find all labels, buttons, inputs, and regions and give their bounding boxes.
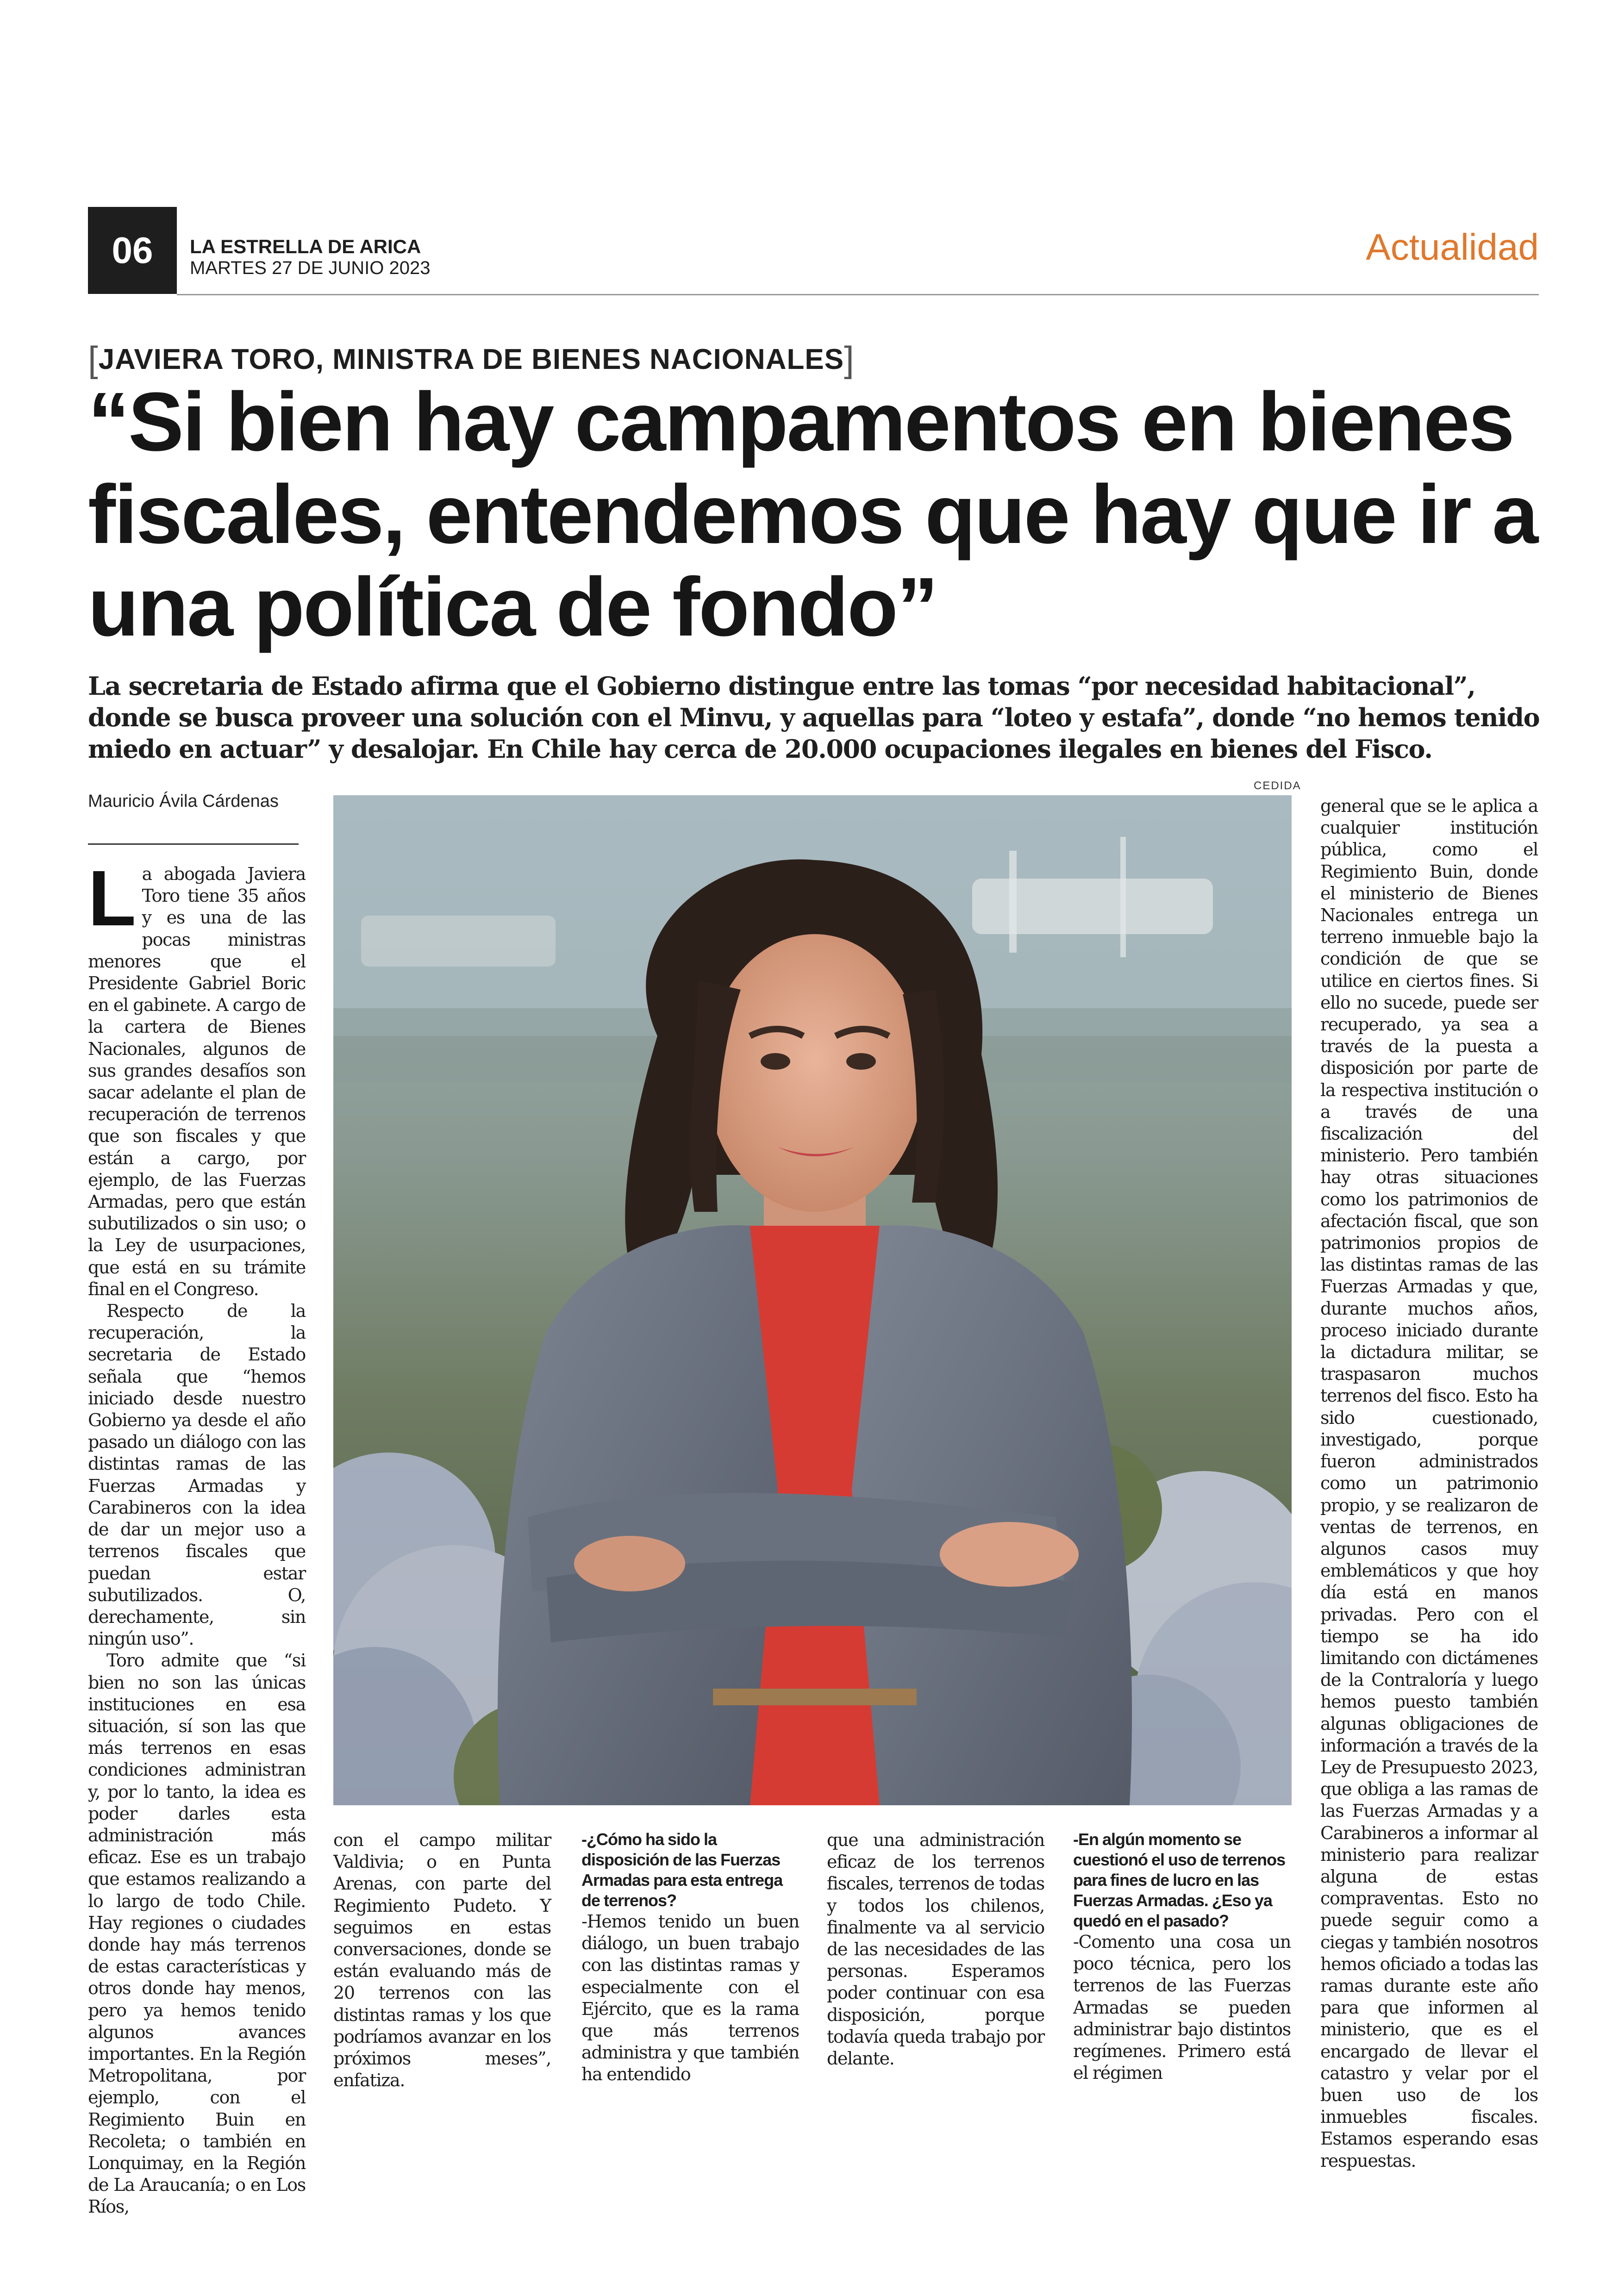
interview-question: -En algún momento se cuestionó el uso de terrenos para fines de lucro en las Fuerzas Armadas. ¿Eso ya quedó en el pasado? xyxy=(1073,1830,1286,1930)
byline: Mauricio Ávila Cárdenas xyxy=(88,792,279,811)
newspaper-name: LA ESTRELLA DE ARICA xyxy=(190,236,421,257)
article-column-1 xyxy=(88,854,306,2218)
photo-credit: CEDIDA xyxy=(1254,780,1301,792)
interview-answer: -Comento una cosa un poco técnica, pero los terrenos de las Fuerzas Armadas se pueden administrar bajo distintos regímenes. Primero está el régimen xyxy=(1073,1932,1291,2083)
header-rule xyxy=(177,294,1539,295)
article-lead: La secretaria de Estado afirma que el Gobierno distingue entre las tomas “por necesidad habitacional”, donde se busca proveer una solución con el Minvu, y aquellas para “loteo y estafa”, donde “no hemos tenido miedo en actuar” y desalojar. En Chile hay cerca de 20.000 ocupaciones ilegales en bienes del Fisco. xyxy=(88,671,1540,764)
minister-photo xyxy=(333,795,1292,1805)
article-column-5 xyxy=(1073,1829,1291,2084)
article-headline: “Si bien hay campamentos en bienes fiscales, entendemos que hay que ir a una política de fondo” xyxy=(88,375,1537,654)
interview-answer: -Hemos tenido un buen diálogo, un buen trabajo con las distintas ramas y especialmente con el Ejército, que es la rama que más terrenos administra y que también ha entendido xyxy=(581,1911,799,2085)
article-column-6 xyxy=(1320,795,1538,2172)
paragraph: con el campo militar Valdivia; o en Punta Arenas, con parte del Regimiento Pudeto. Y seguimos en estas conversaciones, donde se están evaluando más de 20 terrenos con las distintas ramas y los que podríamos avanzar en los próximos meses”, enfatiza. xyxy=(333,1830,551,2091)
article-column-2 xyxy=(333,1829,551,2091)
byline-rule xyxy=(88,843,299,845)
kicker-text: JAVIERA TORO, MINISTRA DE BIENES NACIONALES xyxy=(98,343,844,375)
paragraph: Toro admite que “si bien no son las únicas instituciones en esa situación, sí son las que más terrenos en esas condiciones administran y, por lo tanto, la idea es poder darles esta administración más eficaz. Ese es un trabajo que estamos realizando a lo largo de todo Chile. Hay regiones o ciudades donde hay más terrenos de estas características y otros donde hay menos, pero ya hemos tenido algunos avances importantes. En la Región Metropolitana, por ejemplo, con el Regimiento Buin en Recoleta; o también en Lonquimay, en la Región de La Araucanía; o en Los Ríos, xyxy=(88,1650,306,2217)
portrait-illustration xyxy=(333,795,1292,1805)
kicker-bracket-right-icon: ] xyxy=(844,339,855,380)
article-column-4 xyxy=(827,1829,1044,2070)
kicker-bracket-left-icon: [ xyxy=(88,339,99,380)
page-number: 06 xyxy=(88,207,177,294)
paragraph: que una administración eficaz de los terrenos fiscales, terrenos de todas y todos los chilenos, finalmente va al servicio de las necesidades de las personas. Esperamos poder continuar con esa disposición, porque todavía queda trabajo por delante. xyxy=(827,1830,1044,2069)
dropcap: L xyxy=(88,854,136,942)
article-kicker xyxy=(88,338,855,378)
paragraph: a abogada Javiera Toro tiene 35 años y es una de las pocas ministras menores que el Presidente Gabriel Boric en el gabinete. A cargo de la cartera de Bienes Nacionales, algunos de sus grandes desafíos son sacar adelante el plan de recuperación de terrenos que son fiscales y que están a cargo, por ejemplo, de las Fuerzas Armadas, pero que están subutilizados o sin uso; o la Ley de usurpaciones, que está en su trámite final en el Congreso. xyxy=(88,864,306,1299)
paragraph: Respecto de la recuperación, la secretaria de Estado señala que “hemos iniciado desde nuestro Gobierno ya desde el año pasado un diálogo con las distintas ramas de las Fuerzas Armadas y Carabineros con la idea de dar un mejor uso a terrenos fiscales que puedan estar subutilizados. O, derechamente, sin ningún uso”. xyxy=(88,1301,306,1649)
issue-date: MARTES 27 DE JUNIO 2023 xyxy=(190,258,431,278)
section-label: Actualidad xyxy=(1366,226,1539,268)
interview-question: -¿Cómo ha sido la disposición de las Fuerzas Armadas para esta entrega de terrenos? xyxy=(581,1830,783,1910)
paragraph: general que se le aplica a cualquier institución pública, como el Regimiento Buin, donde el ministerio de Bienes Nacionales entrega un terreno inmueble bajo la condición de que se utilice en ciertos fines. Si ello no sucede, puede ser recuperado, ya sea a través de la puesta a disposición por parte de la respectiva institución o a través de una fiscalización del ministerio. Pero también hay otras situaciones como los patrimonios de afectación fiscal, que son patrimonios propios de las distintas ramas de las Fuerzas Armadas y que, durante muchos años, proceso iniciado durante la dictadura militar, se traspasaron muchos terrenos del fisco. Esto ha sido cuestionado, investigado, porque fueron administrados como un patrimonio propio, y se realizaron de ventas de terrenos, en algunos casos muy emblemáticos y que hoy día está en manos privadas. Pero con el tiempo se ha ido limitando con dictámenes de la Contraloría y luego hemos puesto también algunas obligaciones de información a través de la Ley de Presupuesto 2023, que obliga a las ramas de las Fuerzas Armadas y a Carabineros a informar al ministerio para realizar alguna de estas compraventas. Esto no puede seguir como a ciegas y también nosotros hemos oficiado a todas las ramas durante este año para que informen al ministerio, que es el encargado de llevar el catastro y velar por el buen uso de los inmuebles fiscales. Estamos esperando esas respuestas. xyxy=(1320,796,1538,2171)
article-column-3 xyxy=(581,1829,799,2086)
